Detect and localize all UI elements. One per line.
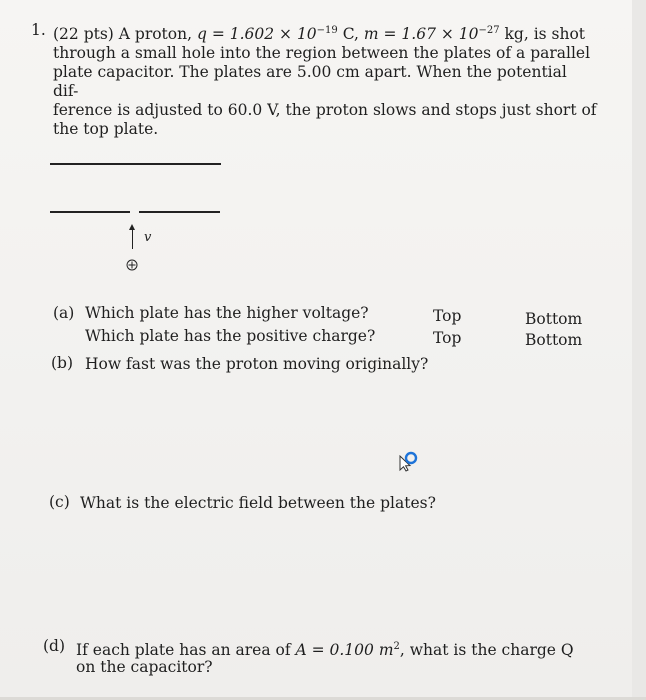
part-d-label: (d) — [43, 637, 66, 655]
area-value: A = 0.100 m — [295, 641, 394, 660]
part-d-question-line-2: on the capacitor? — [76, 658, 213, 676]
proton-icon — [126, 259, 138, 271]
cursor-icon — [397, 450, 419, 472]
m-value: m = 1.67 × 10 — [363, 25, 479, 44]
bottom-plate-left — [50, 211, 130, 213]
problem-line-1: (22 pts) A proton, $q = 1.602 \times 10^{-19}$ C, $m = 1.67 \times 10^{-27}$ kg, is shot — [53, 25, 586, 44]
page-edge-shadow — [632, 0, 646, 700]
option-bottom-1: Bottom — [525, 310, 583, 328]
problem-line-4: ference is adjusted to 60.0 V, the proton slows and stops just short of — [53, 101, 597, 120]
part-a-label: (a) — [53, 304, 75, 322]
problem-line-2: through a small hole into the region between the plates of a parallel — [53, 44, 591, 63]
problem-line-5: the top plate. — [53, 120, 159, 139]
option-top-2: Top — [433, 329, 462, 347]
part-c-question: What is the electric field between the plates? — [80, 494, 436, 512]
problem-line-3: plate capacitor. The plates are 5.00 cm apart. When the potential dif- — [53, 63, 567, 101]
part-b-label: (b) — [51, 354, 74, 372]
part-d-question: If each plate has an area of A = 0.100 $m^2$, what is the charge Q — [76, 641, 574, 660]
velocity-label: v — [144, 230, 152, 245]
option-bottom-2: Bottom — [525, 331, 583, 349]
problem-statement — [31, 21, 597, 139]
q-value: q = 1.602 × 10 — [196, 25, 317, 44]
problem-number: 1. — [31, 21, 46, 39]
top-plate — [50, 163, 221, 165]
option-top-1: Top — [433, 307, 462, 325]
part-a-question-1: Which plate has the higher voltage? — [85, 304, 369, 322]
bottom-plate-right — [139, 211, 220, 213]
part-c-label: (c) — [49, 493, 70, 511]
part-a-question-2: Which plate has the positive charge? — [85, 327, 376, 345]
part-b-question: How fast was the proton moving originally? — [85, 355, 429, 373]
velocity-arrow — [132, 229, 133, 249]
